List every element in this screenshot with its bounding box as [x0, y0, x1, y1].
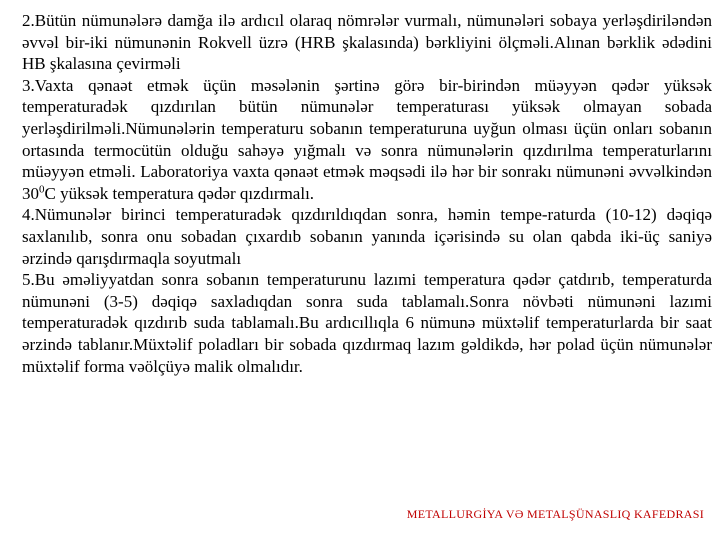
paragraph-step-3-text-end: C yüksək temperatura qədər qızdırmalı.	[44, 183, 315, 203]
document-body	[22, 10, 712, 377]
paragraph-step-3-text: 3.Vaxta qənaət etmək üçün məsələnin şərtinə görə bir-birindən müəyyən qədər yüksək temperaturadək qızdırılan bütün nümunələr temperaturası yüksək olmayan sobada yerləşdirilməli.Nümunələrin temperaturu sobanın temperaturuna uyğun olması üçün onları sobanın ortasında termocütün olduğu sahəyə yığmalı və sonra nümunələrin qızdırılma temperaturlarını müəyyən etməli. Laboratoriya vaxta qənaət etmək məqsədi ilə hər bir sonrakı nümunəni əvvəlkindən 30	[22, 75, 712, 203]
paragraph-step-4-text: 4.Nümunələr birinci temperaturadək qızdırıldıqdan sonra, həmin tempe-raturda (10-12) dəqiqə saxlanılıb, sonra onu sobadan çıxardıb sobanın yanında içərisində su olan qabda iki-üç saniyə ərzində qarışdırmaqla soyutmalı	[22, 205, 712, 268]
paragraph-step-2-text: 2.Bütün nümunələrə damğa ilə ardıcıl olaraq nömrələr vurmalı, nümunələri sobaya yerləşdiriləndən əvvəl bir-iki nümunənin Rokvell üzrə (HRB şkalasında) bərkliyini ölçməli.Alınan bərklik ədədini HB şkalasına çevirməli	[22, 11, 712, 74]
degree-superscript: 0	[39, 183, 45, 196]
department-footer: METALLURGİYA VƏ METALŞÜNASLIQ KAFEDRASI	[406, 507, 704, 521]
paragraph-step-3	[22, 75, 712, 205]
paragraph-step-2	[22, 10, 712, 75]
paragraph-step-4	[22, 204, 712, 269]
paragraph-step-5-text: 5.Bu əməliyyatdan sonra sobanın temperaturunu lazımi temperatura qədər çatdırıb, temperaturda nümunəni (3-5) dəqiqə saxladıqdan sonra suda tablamalı.Sonra növbəti nümunəni lazımi temperaturadək qızdırıb suda tablamalı.Bu ardıcıllıqla 6 nümunə müxtəlif temperaturlarda bir saat ərzində tablanır.Müxtəlif poladları bir sobada qızdırmaq lazım gəldikdə, hər polad üçün nümunələr müxtəlif forma vəölçüyə malik olmalıdır.	[22, 270, 712, 376]
paragraph-step-5	[22, 269, 712, 377]
